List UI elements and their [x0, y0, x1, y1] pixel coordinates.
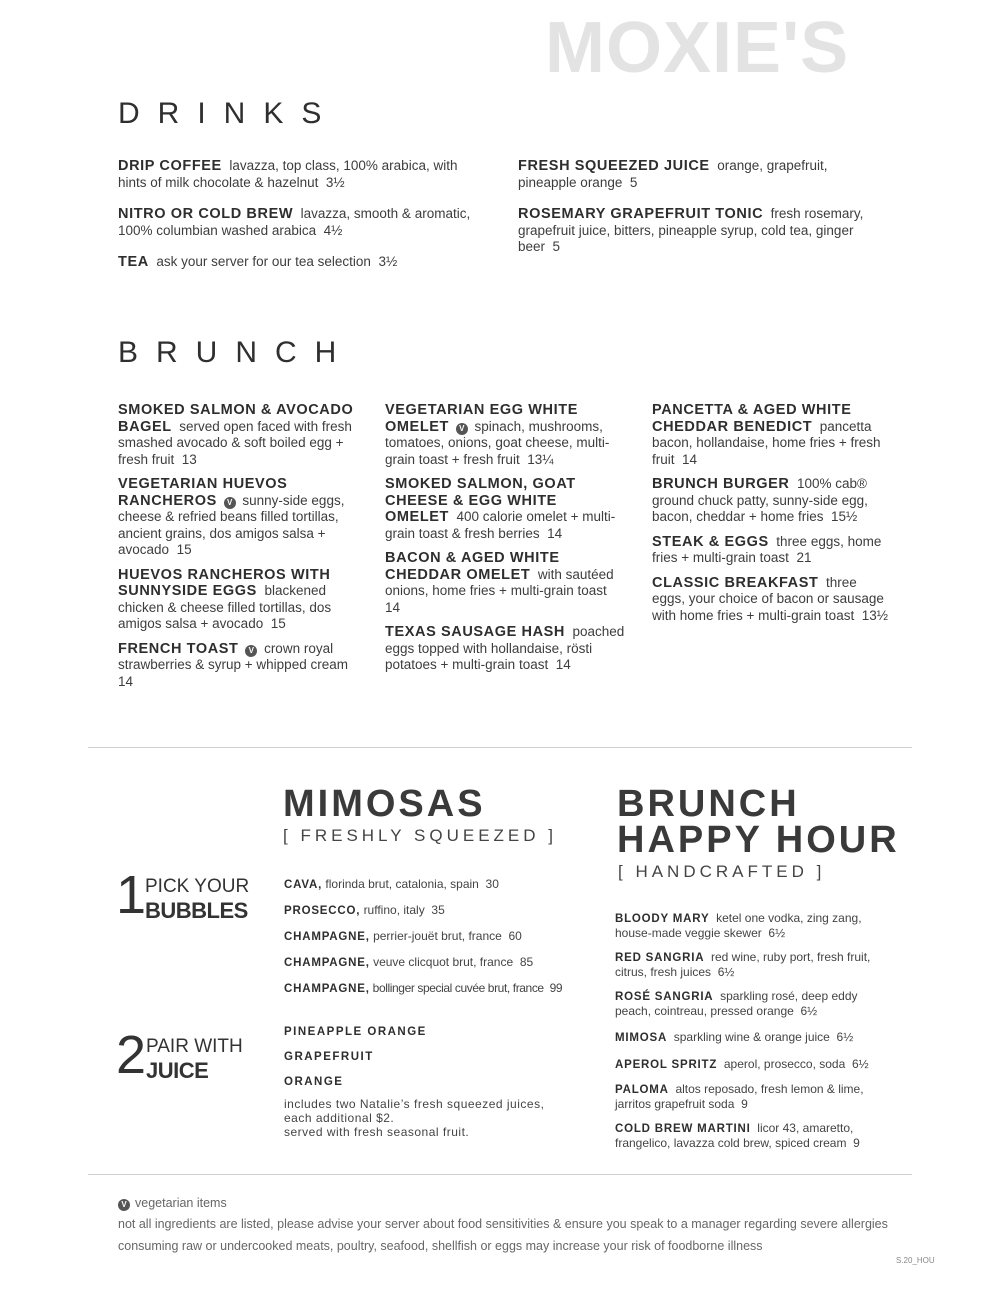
menu-item [652, 575, 892, 625]
item-name: NITRO OR COLD BREW [118, 206, 294, 222]
item-desc: red wine, ruby port, fresh fruit, citrus, fresh juices [615, 950, 871, 979]
item-price: 21 [796, 550, 812, 565]
item-name: COLD BREW MARTINI [615, 1123, 751, 1135]
happy-hour-title-line1: BRUNCH [617, 783, 800, 825]
juice-note: served with fresh seasonal fruit. [284, 1125, 470, 1139]
vegetarian-icon: V [224, 497, 236, 509]
item-price: 14 [682, 451, 698, 467]
item-desc: 100% cab® ground chuck patty, sunny-side egg, bacon, cheddar + home fries [652, 476, 868, 524]
item-desc: poached eggs topped with hollandaise, rösti potatoes + multi-grain toast [385, 624, 625, 672]
item-price: 14 [385, 599, 401, 615]
footer-divider [88, 1174, 912, 1175]
item-desc: aperol, prosecco, soda [723, 1057, 846, 1071]
vegetarian-label: vegetarian items [135, 1196, 227, 1210]
item-name: BLOODY MARY [615, 913, 710, 925]
item-price: 9 [741, 1097, 748, 1111]
bubbles-item: PROSECCO, ruffino, italy 35 [284, 903, 445, 917]
step-1-number: 1 [116, 865, 147, 925]
step-1-label-bold: BUBBLES [145, 898, 248, 923]
menu-item [385, 402, 625, 468]
bubbles-item: CHAMPAGNE, perrier-jouët brut, france 60 [284, 929, 522, 943]
happy-hour-list [615, 911, 885, 1150]
item-name: TEA [118, 254, 149, 270]
item-name: RED SANGRIA [615, 952, 705, 964]
item-desc: three eggs, home fries + multi-grain toast [652, 533, 882, 565]
brunch-title: BRUNCH [118, 336, 355, 369]
item-price: 5 [629, 174, 638, 190]
menu-item [518, 206, 880, 256]
item-desc: lavazza, top class, 100% arabica, with hints of milk chocolate & hazelnut [118, 158, 458, 190]
item-desc: with sautéed onions, home fries + multi-grain toast [385, 566, 614, 598]
menu-item [652, 534, 892, 567]
menu-item [652, 476, 892, 526]
brunch-column-2 [385, 402, 625, 682]
juice-note: each additional $2. [284, 1111, 395, 1125]
item-desc: three eggs, your choice of bacon or sausage with home fries + multi-grain toast [652, 574, 884, 623]
item-desc: sparkling wine & orange juice [673, 1030, 830, 1044]
item-name: PANCETTA & AGED WHITE CHEDDAR BENEDICT [652, 402, 852, 435]
item-price: 6½ [768, 926, 786, 940]
item-price: 14 [118, 673, 134, 689]
raw-food-warning: consuming raw or undercooked meats, poultry, seafood, shellfish or eggs may increase your risk of foodborne illness [118, 1239, 763, 1253]
item-name: PALOMA [615, 1084, 669, 1096]
item-name: ROSÉ SANGRIA [615, 991, 714, 1003]
item-name: CLASSIC BREAKFAST [652, 574, 819, 591]
item-price: 5 [552, 239, 561, 254]
item-name: SMOKED SALMON & AVOCADO BAGEL [118, 402, 354, 435]
item-desc: sparkling rosé, deep eddy peach, cointreau, pressed orange [615, 989, 858, 1018]
menu-item [118, 476, 358, 559]
item-price: 13½ [861, 607, 889, 623]
brunch-column-1 [118, 402, 358, 698]
item-desc: licor 43, amaretto, frangelico, lavazza cold brew, spiced cream [615, 1121, 854, 1150]
menu-item [118, 567, 358, 633]
item-price: 4½ [323, 222, 343, 238]
menu-item [615, 1082, 885, 1111]
item-desc: spinach, mushrooms, tomatoes, onions, goat cheese, multi-grain toast + fresh fruit [385, 418, 610, 467]
menu-item [118, 158, 486, 191]
mimosas-subtitle: [ FRESHLY SQUEEZED ] [283, 826, 557, 845]
item-price: 15 [176, 542, 192, 557]
menu-item [615, 989, 885, 1018]
item-desc: blackened chicken & cheese filled tortillas, dos amigos salsa + avocado [118, 583, 332, 631]
drinks-left-list [118, 158, 486, 271]
brunch-column-3 [652, 402, 892, 632]
item-price: 6½ [800, 1004, 818, 1018]
item-price: 13¼ [527, 451, 554, 467]
menu-item [518, 158, 880, 191]
menu-item [615, 911, 885, 940]
happy-hour-title-line2: HAPPY HOUR [617, 819, 900, 861]
item-desc: altos reposado, fresh lemon & lime, jarritos grapefruit soda [615, 1082, 864, 1111]
vegetarian-icon: V [456, 423, 468, 435]
item-price: 9 [853, 1136, 860, 1150]
menu-code: S.20_HOU [896, 1256, 935, 1265]
item-desc: ketel one vodka, zing zang, house-made veggie skewer [615, 911, 862, 940]
item-name: FRENCH TOAST [118, 640, 239, 657]
item-desc: served open faced with fresh smashed avocado & soft boiled egg + fresh fruit [118, 418, 352, 467]
juice-option: ORANGE [284, 1076, 344, 1088]
item-price: 15½ [831, 509, 858, 524]
menu-item [118, 254, 486, 271]
drinks-title: DRINKS [118, 97, 340, 130]
step-1-label: PICK YOUR [145, 876, 250, 897]
vegetarian-icon: V [118, 1199, 130, 1211]
happy-hour-subtitle: [ HANDCRAFTED ] [618, 862, 826, 881]
drinks-right-list [518, 158, 880, 256]
juice-option: GRAPEFRUIT [284, 1051, 374, 1063]
menu-item [385, 624, 625, 674]
item-name: DRIP COFFEE [118, 158, 222, 174]
menu-item [385, 550, 625, 616]
item-name: FRESH SQUEEZED JUICE [518, 158, 710, 174]
menu-item [615, 1121, 885, 1150]
menu-item [652, 402, 892, 468]
bubbles-item: CHAMPAGNE, bollinger special cuvée brut, france 99 [284, 981, 563, 995]
menu-item [118, 206, 486, 239]
item-name: APEROL SPRITZ [615, 1059, 718, 1071]
menu-item [615, 950, 885, 979]
item-name: MIMOSA [615, 1032, 668, 1044]
bubbles-list [284, 877, 584, 996]
item-name: BACON & AGED WHITE CHEDDAR OMELET [385, 550, 560, 583]
item-price: 6½ [717, 965, 735, 979]
item-desc: orange, grapefruit, pineapple orange [518, 158, 828, 190]
juice-note: includes two Natalie’s fresh squeezed juices, [284, 1097, 545, 1111]
item-price: 6½ [836, 1030, 854, 1044]
item-desc: 400 calorie omelet + multi-grain toast & fresh berries [385, 509, 616, 541]
item-price: 14 [555, 657, 571, 672]
step-2-label: PAIR WITH [146, 1036, 243, 1057]
item-desc: lavazza, smooth & aromatic, 100% columbian washed arabica [118, 206, 471, 238]
item-name: HUEVOS RANCHEROS WITH SUNNYSIDE EGGS [118, 566, 331, 599]
item-desc: fresh rosemary, grapefruit juice, bitters, pineapple syrup, cold tea, ginger beer [518, 206, 864, 254]
item-price: 3½ [378, 254, 398, 269]
bubbles-item: CAVA, florinda brut, catalonia, spain 30 [284, 877, 499, 891]
section-divider [88, 747, 912, 748]
item-name: STEAK & EGGS [652, 533, 769, 550]
bubbles-item: CHAMPAGNE, veuve clicquot brut, france 85 [284, 955, 534, 969]
juice-option: PINEAPPLE ORANGE [284, 1026, 427, 1038]
item-desc: pancetta bacon, hollandaise, home fries + fresh fruit [652, 418, 881, 467]
item-price: 13 [181, 451, 197, 467]
menu-item [118, 402, 358, 468]
item-desc: crown royal strawberries & syrup + whipped cream [118, 640, 348, 672]
item-name: TEXAS SAUSAGE HASH [385, 624, 565, 640]
item-name: ROSEMARY GRAPEFRUIT TONIC [518, 206, 764, 222]
juice-list [284, 1025, 584, 1139]
item-desc: ask your server for our tea selection [156, 254, 371, 269]
item-price: 6½ [851, 1057, 869, 1071]
item-desc: sunny-side eggs, cheese & refried beans filled tortillas, ancient grains, dos amigos salsa + avocado [118, 492, 345, 557]
menu-item [615, 1057, 885, 1072]
menu-item [615, 1030, 885, 1045]
step-2-label-bold: JUICE [146, 1058, 209, 1083]
vegetarian-legend [118, 1196, 227, 1211]
item-name: VEGETARIAN HUEVOS RANCHEROS [118, 476, 288, 509]
item-name: VEGETARIAN EGG WHITE OMELET [385, 402, 578, 435]
item-price: 15 [270, 616, 286, 631]
vegetarian-icon: V [245, 645, 257, 657]
step-2-number: 2 [116, 1025, 147, 1085]
menu-item [385, 476, 625, 542]
mimosas-title: MIMOSAS [283, 783, 486, 825]
item-price: 3½ [325, 174, 345, 190]
item-price: 14 [547, 525, 563, 541]
brand-logo: MOXIE'S [545, 8, 850, 88]
allergy-note: not all ingredients are listed, please advise your server about food sensitivities & ensure you speak to a manager regarding severe allergies [118, 1217, 888, 1231]
menu-item [118, 641, 358, 691]
item-name: SMOKED SALMON, GOAT CHEESE & EGG WHITE OMELET [385, 476, 576, 525]
item-name: BRUNCH BURGER [652, 476, 790, 492]
